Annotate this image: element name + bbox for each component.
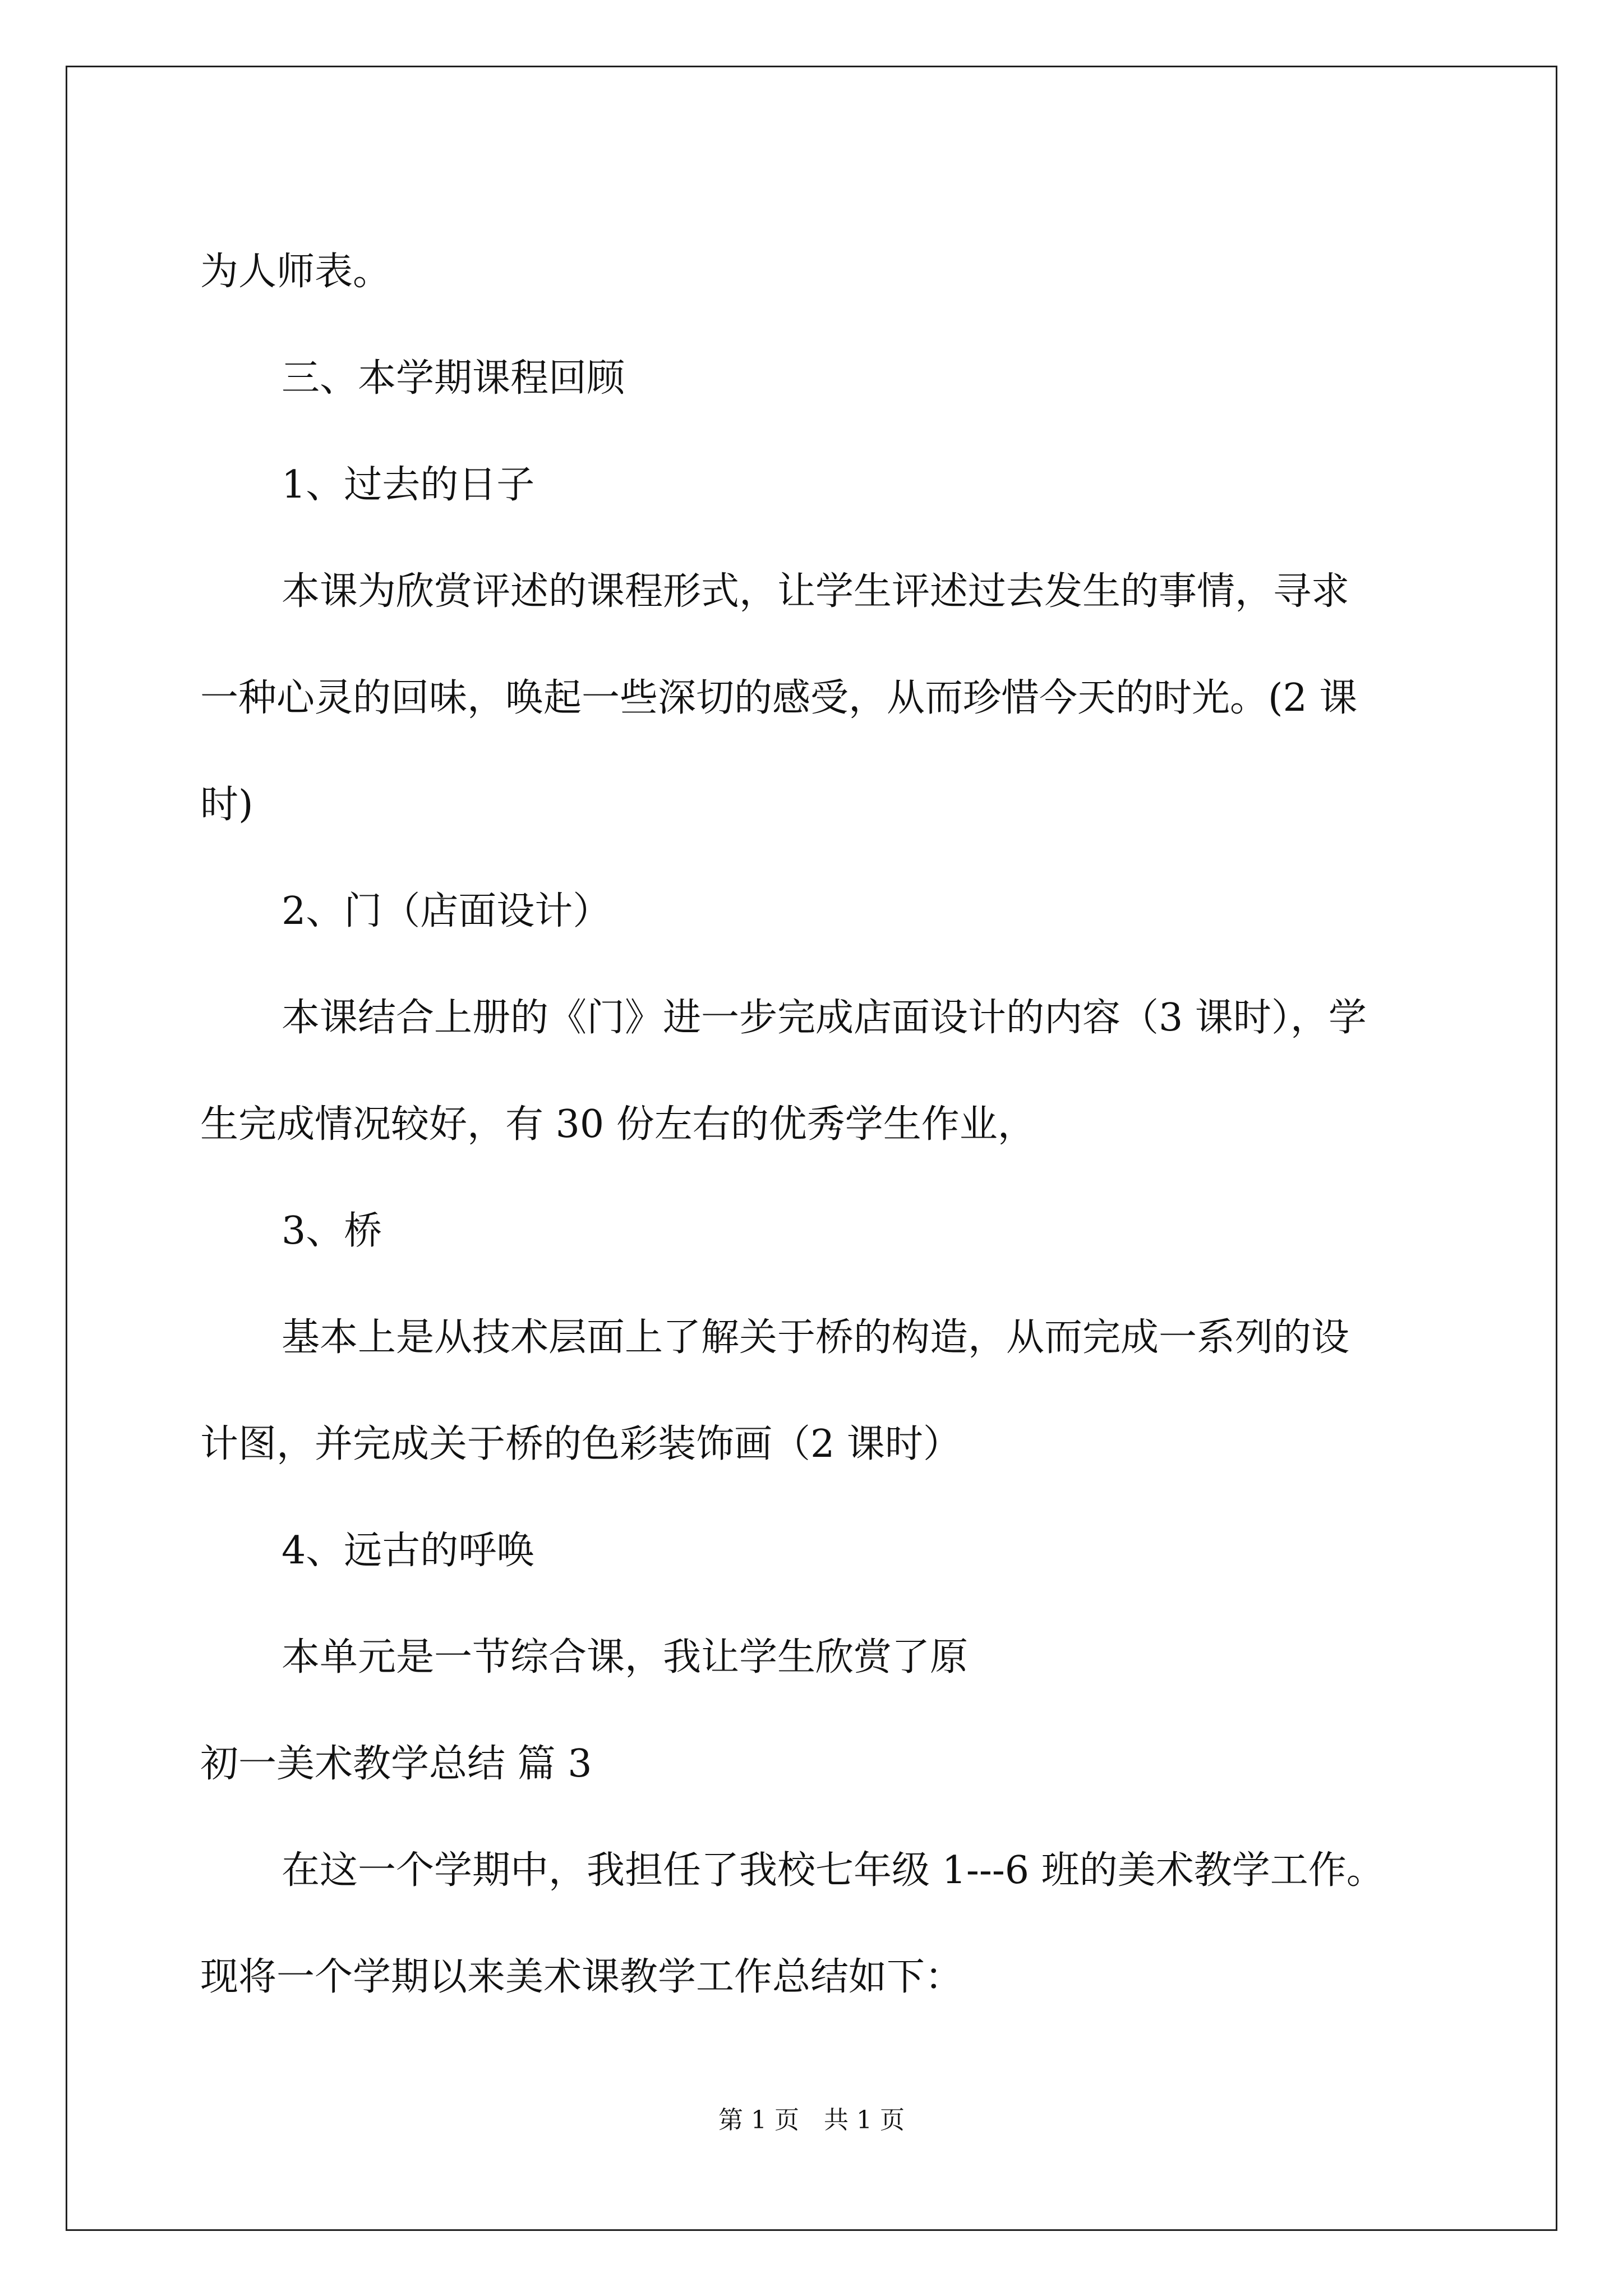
subheading-ancient-call: 4、远古的呼唤 bbox=[282, 1529, 535, 1573]
paragraph-line: 现将一个学期以来美术课教学工作总结如下： bbox=[200, 1955, 963, 1999]
document-body bbox=[200, 219, 1456, 2031]
paragraph-line: 基本上是从技术层面上了解关于桥的构造，从而完成一系列的设 bbox=[282, 1315, 1350, 1360]
subheading-bridge: 3、桥 bbox=[282, 1209, 382, 1253]
paragraph-line: 时) bbox=[200, 783, 253, 827]
page-footer: 第 1 页 共 1 页 bbox=[718, 2106, 905, 2134]
paragraph-line: 本单元是一节综合课，我让学生欣赏了原 bbox=[282, 1635, 969, 1680]
paragraph-line: 生完成情况较好，有 30 份左右的优秀学生作业， bbox=[200, 1102, 1036, 1147]
section-heading-course-review: 三、本学期课程回顾 bbox=[282, 356, 625, 401]
article-title: 初一美术教学总结 篇 3 bbox=[200, 1742, 592, 1786]
text-line-1: 为人师表。 bbox=[200, 250, 391, 294]
paragraph-line: 一种心灵的回味，唤起一些深切的感受，从而珍惜今天的时光。(2 课 bbox=[200, 676, 1358, 720]
paragraph-line: 计图，并完成关于桥的色彩装饰画（2 课时） bbox=[200, 1422, 961, 1466]
subheading-door: 2、门（店面设计） bbox=[282, 889, 611, 933]
subheading-past-days: 1、过去的日子 bbox=[282, 463, 535, 507]
paragraph-line: 本课为欣赏评述的课程形式，让学生评述过去发生的事情，寻求 bbox=[282, 569, 1350, 614]
paragraph-line: 本课结合上册的《门》进一步完成店面设计的内容（3 课时），学 bbox=[282, 996, 1367, 1040]
paragraph-line: 在这一个学期中，我担任了我校七年级 1---6 班的美术教学工作。 bbox=[282, 1848, 1385, 1893]
